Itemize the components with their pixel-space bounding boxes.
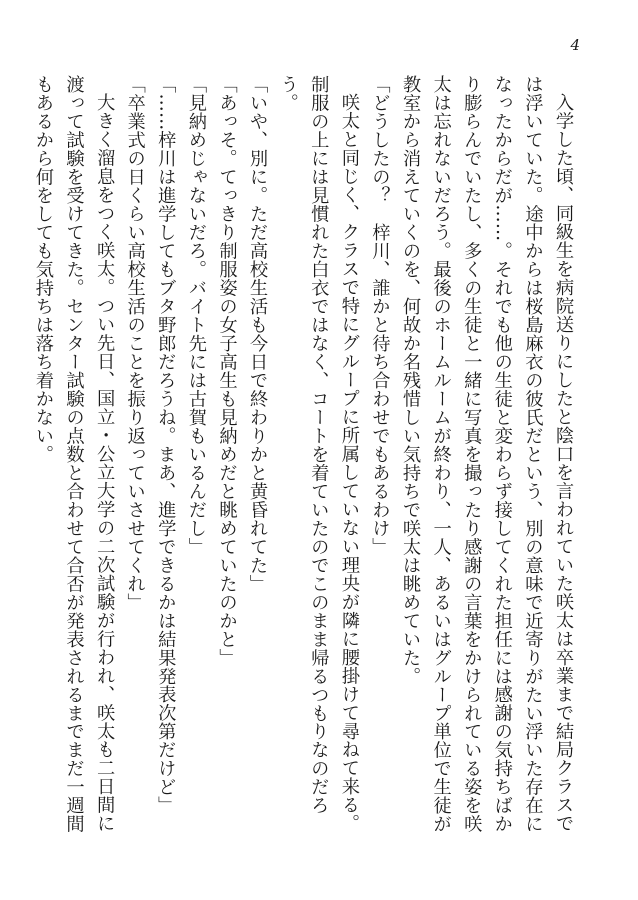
page-number: 4 (570, 36, 580, 54)
paragraph-1: 入学した頃、同級生を病院送りにしたと陰口を言われていた咲太は卒業まで結局クラスでは浮いていた。途中からは桜島麻衣の彼氏だという、別の意味で近寄りがたい浮いた存在になったからだが……。それでも他の生徒と変わらず接してくれた担任には感謝の気持ちばかり膨らんでいたし、多くの生徒と一緒に写真を撮ったり感謝の言葉をかけられている姿を咲太は忘れないだろう。最後のホームルームが終わり、一人、あるいはグループ単位で生徒が教室から消えていくのを、何故か名残惜しい気持ちで咲太は眺めていた。 (400, 75, 574, 834)
dialog-line-2: 「いや、別に。ただ高校生活も今日で終わりかと黄昏れてた」 (247, 75, 269, 593)
body-text (32, 75, 578, 845)
dialog-line-3: 「あっそ。てっきり制服姿の女子高生も見納めだと眺めていたのかと」 (216, 75, 238, 667)
dialog-line-6: 「卒業式の日くらい高校生活のことを振り返っていさせてくれ」 (124, 75, 146, 612)
paragraph-2: 咲太と同じく、クラスで特にグループに所属していない理央が隣に腰掛けて尋ねて来る。制服の上には見慣れた白衣ではなく、コートを着ていたのでこのまま帰るつもりなのだろう。 (277, 75, 360, 833)
dialog-line-4: 「見納めじゃないだろ。バイト先には古賀もいるんだし」 (185, 75, 207, 556)
dialog-line-1: 「どうしたの？ 梓川、誰かと待ち合わせでもあるわけ」 (369, 75, 391, 556)
paragraph-3: 大きく溜息をつく咲太。つい先日、国立・公立大学の二次試験が行われ、咲太も二日間に渡って試験を受けてきた。センター試験の点数と合わせて合否が発表されるまでまだ一週間もあるから何をしても気持ちは落ち着かない。 (32, 75, 116, 834)
dialog-line-5: 「……梓川は進学してもブタ野郎だろうね。まあ、進学できるかは結果発表次第だけど」 (155, 75, 177, 815)
